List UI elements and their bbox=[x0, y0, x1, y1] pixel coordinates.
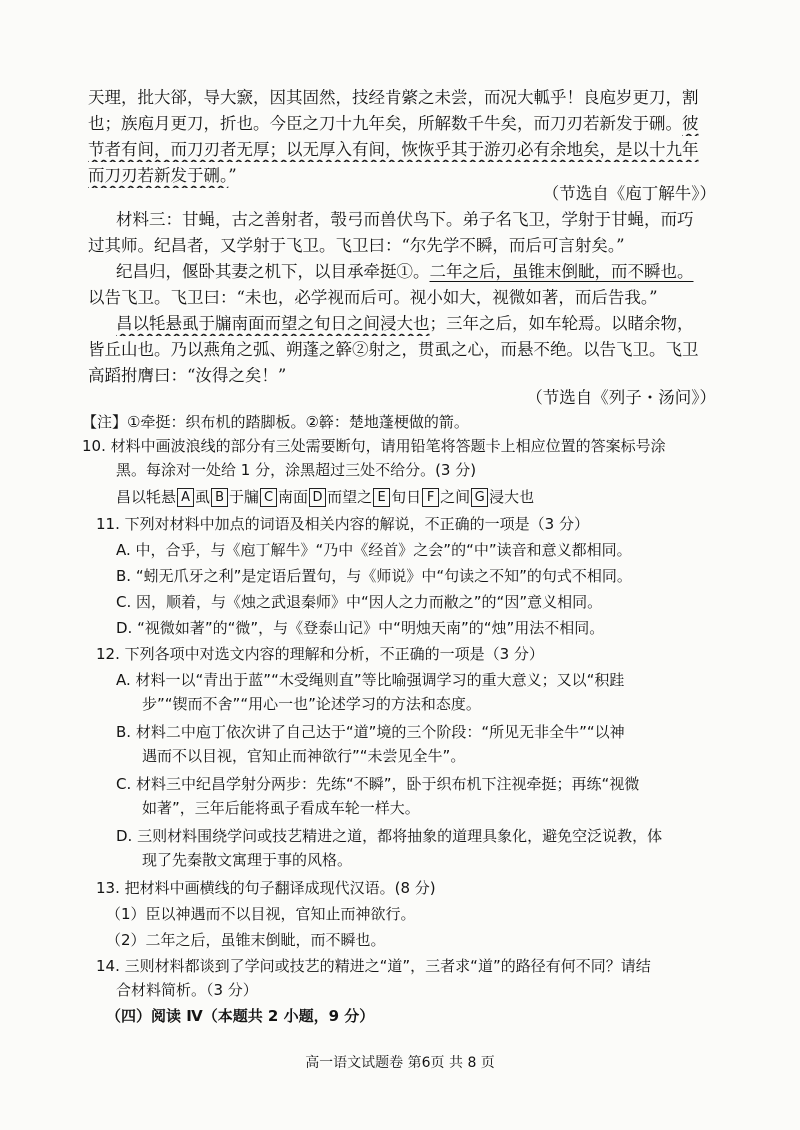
wavy-underline: 节者有间，而刀刃者无厚；以无厚入有间，恢恢乎其于游刃必有余地矣，是以十九年 bbox=[88, 140, 699, 159]
text-line: 皆丘山也。乃以燕角之弧、朔蓬之簳②射之，贯虱之心，而悬不绝。以告飞卫。飞卫 bbox=[88, 340, 699, 359]
translation-item-1: （1）臣以神遇而不以目视，官知止而神欲行。 bbox=[106, 905, 416, 923]
option-c: C. 因，顺着，与《烛之武退秦师》中“因人之力而敝之”的“因”意义相同。 bbox=[116, 593, 603, 611]
question-10-stem: 黑。每涂对一处给 1 分，涂黑超过三处不给分。(3 分) bbox=[116, 461, 477, 479]
question-14-stem: 合材料简析。（3 分） bbox=[116, 981, 258, 999]
segment: 于牖 bbox=[229, 488, 260, 506]
option-a: A. 材料一以“青出于蓝”“木受绳则直”等比喻强调学习的重大意义；又以“积跬 bbox=[116, 671, 625, 689]
option-box-f[interactable]: F bbox=[422, 488, 439, 507]
option-c: C. 材料三中纪昌学射分两步：先练“不瞬”，卧于织布机下注视牵挺；再练“视微 bbox=[116, 775, 640, 793]
segment: 虱 bbox=[195, 488, 211, 506]
text-line: 高蹈拊膺曰：“汝得之矣！” bbox=[88, 366, 287, 385]
sentence-break-options bbox=[116, 485, 716, 509]
question-13-stem: 13. 把材料中画横线的句子翻译成现代汉语。(8 分) bbox=[96, 879, 436, 897]
segment: 昌以牦悬 bbox=[116, 488, 177, 506]
segment: 之间 bbox=[440, 488, 471, 506]
option-d: D. 三则材料围绕学问或技艺精进之道，都将抽象的道理具象化，避免空泛说教，体 bbox=[116, 827, 663, 845]
text-span: ；三年之后，如车轮焉。以睹余物， bbox=[429, 314, 694, 333]
question-12-stem: 12. 下列各项中对选文内容的理解和分析，不正确的一项是（3 分） bbox=[96, 645, 544, 663]
material-three-heading-line: 材料三：甘蝇，古之善射者，彀弓而兽伏鸟下。弟子名飞卫，学射于甘蝇，而巧 bbox=[116, 210, 694, 229]
translation-item-2: （2）二年之后，虽锥末倒眦，而不瞬也。 bbox=[106, 931, 386, 949]
option-a: A. 中，合乎，与《庖丁解牛》“乃中《经首》之会”的“中”读音和意义都相同。 bbox=[116, 541, 632, 559]
text-span: 也；族庖月更刀，折也。今臣之刀十九年矣，所解数千牛矣，而刀刃若新发于硎。 bbox=[88, 114, 682, 133]
section-heading: （四）阅读 Ⅳ（本题共 2 小题，9 分） bbox=[106, 1007, 375, 1025]
option-box-b[interactable]: B bbox=[211, 488, 228, 507]
text-line bbox=[88, 112, 716, 136]
option-box-d[interactable]: D bbox=[309, 488, 326, 507]
option-c-cont: 如著”，三年后能将虱子看成车轮一样大。 bbox=[142, 799, 420, 817]
text-line bbox=[116, 260, 716, 284]
segment: 南面 bbox=[278, 488, 309, 506]
text-span: ” bbox=[228, 166, 237, 185]
question-14-stem: 14. 三则材料都谈到了学问或技艺的精进之“道”，三者求“道”的路径有何不同？请结 bbox=[96, 957, 651, 975]
question-10-stem: 10. 材料中画波浪线的部分有三处需要断句，请用铅笔将答题卡上相应位置的答案标号涂 bbox=[82, 437, 666, 455]
text-line: 天理，批大郤，导大窾，因其固然，技经肯綮之未尝，而况大軱乎！良庖岁更刀，割 bbox=[88, 88, 699, 107]
wavy-underline: 而刀刃若新发于硎。 bbox=[88, 166, 229, 185]
option-b: B. “蚓无爪牙之利”是定语后置句，与《师说》中“句读之不知”的句式不相同。 bbox=[116, 567, 632, 585]
text-line bbox=[116, 312, 716, 336]
source-citation: （节选自《列子・汤问》） bbox=[526, 388, 716, 407]
option-b: B. 材料二中庖丁依次讲了自己达于“道”境的三个阶段：“所见无非全牛”“以神 bbox=[116, 723, 625, 741]
option-d: D. “视微如著”的“微”，与《登泰山记》中“明烛天南”的“烛”用法不相同。 bbox=[116, 619, 605, 637]
option-d-cont: 现了先秦散文寓理于事的风格。 bbox=[142, 851, 353, 869]
option-box-a[interactable]: A bbox=[177, 488, 194, 507]
option-box-e[interactable]: E bbox=[373, 488, 390, 507]
source-citation: （节选自《庖丁解牛》） bbox=[542, 184, 716, 203]
note: 【注】①牵挺：织布机的踏脚板。②簳：楚地蓬梗做的箭。 bbox=[82, 413, 469, 431]
option-a-cont: 步”“锲而不舍”“用心一也”论述学习的方法和态度。 bbox=[142, 695, 481, 713]
text-line bbox=[88, 138, 716, 162]
text-line: 过其师。纪昌者，又学射于飞卫。飞卫曰：“尔先学不瞬，而后可言射矣。” bbox=[88, 236, 625, 255]
wavy-underline: 彼 bbox=[682, 114, 699, 133]
option-box-g[interactable]: G bbox=[471, 488, 488, 507]
segment: 旬日 bbox=[391, 488, 422, 506]
segment: 而望之 bbox=[327, 488, 373, 506]
option-box-c[interactable]: C bbox=[260, 488, 277, 507]
underlined-sentence: 二年之后，虽锥末倒眦，而不瞬也。 bbox=[429, 262, 694, 281]
segment: 浸大也 bbox=[489, 488, 535, 506]
wavy-underline: 昌以牦悬虱于牖南面而望之旬日之间浸大也 bbox=[116, 314, 430, 333]
text-span: 纪昌归，偃卧其妻之机下，以目承牵挺①。 bbox=[116, 262, 430, 281]
text-line: 以告飞卫。飞卫曰：“未也，必学视而后可。视小如大，视微如著，而后告我。” bbox=[88, 288, 658, 307]
question-11-stem: 11. 下列对材料中加点的词语及相关内容的解说，不正确的一项是（3 分） bbox=[96, 515, 589, 533]
page-footer: 高一语文试题卷 第6页 共 8 页 bbox=[305, 1055, 495, 1071]
option-b-cont: 遇而不以目视，官知止而神欲行”“未尝见全牛”。 bbox=[142, 747, 466, 765]
